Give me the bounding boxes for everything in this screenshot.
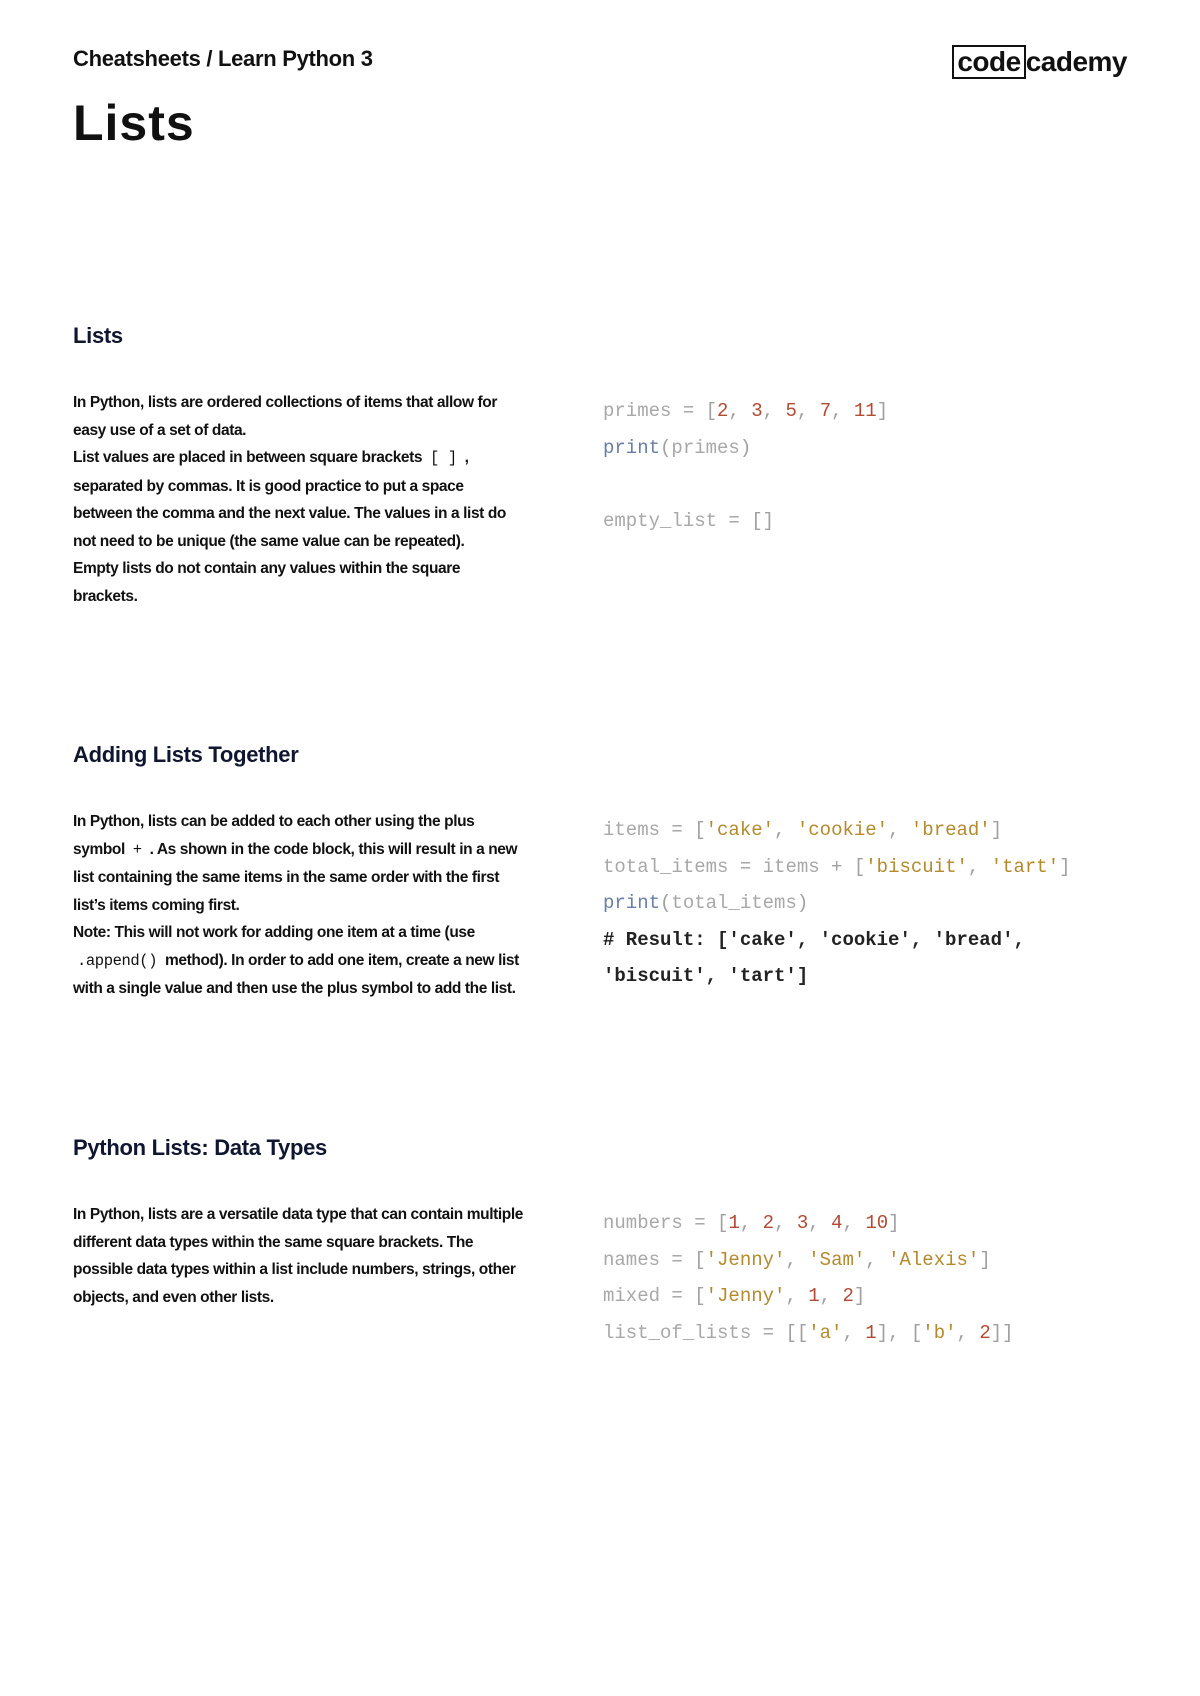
code-line bbox=[603, 1278, 1133, 1315]
code-token: 11 bbox=[853, 400, 877, 422]
code-token: empty_list bbox=[603, 509, 718, 532]
code-line bbox=[603, 466, 1133, 503]
code-token: , bbox=[819, 1285, 843, 1307]
code-token: primes bbox=[671, 436, 740, 459]
section-lists bbox=[73, 323, 1127, 643]
inline-code: [ ] bbox=[430, 449, 457, 467]
section-python-lists-data-types bbox=[73, 1135, 1127, 1375]
code-token: total_items bbox=[603, 855, 729, 878]
code-token: ) bbox=[796, 892, 809, 914]
code-token: = [] bbox=[717, 509, 775, 532]
code-line bbox=[603, 958, 1133, 995]
code-token: , bbox=[956, 1321, 980, 1344]
code-token: 'bread' bbox=[910, 819, 991, 841]
code-token: 5 bbox=[785, 400, 797, 422]
code-line bbox=[603, 1205, 1133, 1242]
code-block bbox=[603, 812, 1133, 995]
code-token: ] bbox=[1059, 855, 1071, 878]
code-token: 'b' bbox=[922, 1321, 957, 1344]
code-token: , bbox=[842, 1321, 866, 1344]
code-token: 2 bbox=[762, 1212, 775, 1234]
code-token: = [ bbox=[671, 400, 718, 422]
description-paragraph: Note: This will not work for adding one item at a time (use .append() method). In order to add one item, create a new list with a single value and then use the plus symbol to add the list. bbox=[73, 924, 519, 997]
section-title: Lists bbox=[73, 323, 123, 348]
code-line bbox=[603, 812, 1133, 849]
code-block bbox=[603, 1205, 1133, 1351]
inline-code: + bbox=[132, 840, 142, 859]
code-token: = [ bbox=[660, 1248, 706, 1271]
code-token: , bbox=[728, 400, 752, 422]
code-token: print bbox=[603, 892, 661, 914]
code-line bbox=[603, 393, 1133, 430]
code-token: = [ bbox=[682, 1212, 729, 1234]
code-token: 2 bbox=[717, 400, 729, 422]
code-token: 1 bbox=[728, 1212, 740, 1234]
code-token: , bbox=[967, 855, 991, 878]
page-title: Lists bbox=[73, 95, 195, 151]
code-token: primes bbox=[603, 400, 672, 422]
code-token: print bbox=[603, 436, 661, 459]
code-line bbox=[603, 430, 1133, 467]
code-token: 7 bbox=[819, 400, 832, 422]
code-token: mixed bbox=[603, 1285, 661, 1307]
code-token: items bbox=[762, 855, 820, 878]
code-token: ( bbox=[660, 892, 672, 914]
code-token: , bbox=[796, 400, 820, 422]
code-token: , bbox=[762, 400, 786, 422]
code-token: , bbox=[842, 1212, 866, 1234]
code-token: 1 bbox=[808, 1285, 820, 1307]
code-token: , bbox=[785, 1248, 809, 1271]
code-token: 4 bbox=[831, 1212, 843, 1234]
code-token: = [ bbox=[660, 1285, 706, 1307]
code-token: ] bbox=[888, 1212, 900, 1234]
logo-code-part: code bbox=[952, 45, 1025, 79]
breadcrumb-learn-python-3[interactable]: Learn Python 3 bbox=[217, 46, 373, 71]
code-token: = [ bbox=[660, 819, 706, 841]
codecademy-logo[interactable] bbox=[952, 45, 1127, 79]
code-token: 'Jenny' bbox=[705, 1285, 786, 1307]
code-token: , bbox=[774, 819, 797, 841]
breadcrumb-cheatsheets[interactable]: Cheatsheets bbox=[73, 46, 201, 71]
code-token: items bbox=[603, 819, 661, 841]
code-token: 2 bbox=[842, 1285, 854, 1307]
code-line bbox=[603, 1242, 1133, 1279]
code-token: , bbox=[831, 400, 854, 422]
code-token: total_items bbox=[671, 892, 797, 914]
code-line bbox=[603, 849, 1133, 886]
code-token: 3 bbox=[796, 1212, 809, 1234]
code-token: names bbox=[603, 1248, 661, 1271]
code-line bbox=[603, 1315, 1133, 1352]
inline-code: .append() bbox=[77, 951, 158, 970]
code-token: 'Alexis' bbox=[888, 1248, 980, 1271]
code-token: ] bbox=[876, 400, 889, 422]
code-token: , bbox=[785, 1285, 809, 1307]
description-paragraph: Empty lists do not contain any values within the square brackets. bbox=[73, 560, 461, 605]
code-line bbox=[603, 503, 1133, 540]
code-token: 'tart' bbox=[990, 855, 1060, 878]
page-header bbox=[73, 46, 1127, 166]
section-title: Adding Lists Together bbox=[73, 742, 299, 767]
code-block bbox=[603, 393, 1133, 539]
description-paragraph: List values are placed in between square brackets [ ] , separated by commas. It is good practice to put a space between the comma and the next value. The values in a list do not need to be unique (the same value can be repeated). bbox=[73, 449, 506, 550]
code-token: ) bbox=[739, 436, 752, 459]
section-description bbox=[73, 1201, 523, 1311]
section-title: Python Lists: Data Types bbox=[73, 1135, 327, 1160]
section-adding-lists-together bbox=[73, 742, 1127, 1042]
code-line bbox=[603, 885, 1133, 922]
code-token: 'Jenny' bbox=[705, 1248, 786, 1271]
code-token: 1 bbox=[865, 1321, 877, 1344]
code-token: = bbox=[728, 855, 763, 878]
code-token: ] bbox=[990, 819, 1003, 841]
code-token: , bbox=[865, 1248, 889, 1271]
code-line bbox=[603, 922, 1133, 959]
code-token: 'a' bbox=[808, 1321, 843, 1344]
code-token: numbers bbox=[603, 1212, 683, 1234]
breadcrumb bbox=[73, 46, 373, 72]
code-token: list_of_lists bbox=[603, 1321, 752, 1344]
code-token: 10 bbox=[865, 1212, 889, 1234]
code-token: ] bbox=[853, 1285, 866, 1307]
code-token: ( bbox=[660, 436, 672, 459]
code-token: 3 bbox=[751, 400, 763, 422]
logo-cademy-part: cademy bbox=[1025, 46, 1127, 77]
section-description bbox=[73, 389, 523, 610]
description-paragraph: In Python, lists can be added to each other using the plus symbol + . As shown in the code block, this will result in a new list containing the same items in the same order with the first list’s items coming first. bbox=[73, 813, 518, 914]
section-description bbox=[73, 808, 523, 1003]
code-token: = [[ bbox=[751, 1321, 809, 1344]
code-token: , bbox=[774, 1212, 797, 1234]
description-paragraph: In Python, lists are a versatile data type that can contain multiple different data types within the same square brackets. The possible data types within a list include numbers, strings, other objects, and even other lists. bbox=[73, 1206, 523, 1306]
code-token: # Result: ['cake', 'cookie', 'bread', bbox=[603, 928, 1025, 951]
code-token: 'cake' bbox=[705, 819, 775, 841]
code-token: ], [ bbox=[876, 1321, 923, 1344]
code-token: ] bbox=[979, 1248, 991, 1271]
code-token: 2 bbox=[979, 1321, 991, 1344]
code-token: + [ bbox=[819, 855, 866, 878]
code-token: , bbox=[739, 1212, 763, 1234]
code-token: 'cookie' bbox=[796, 819, 889, 841]
code-token: 'biscuit' bbox=[865, 855, 968, 878]
code-token: 'Sam' bbox=[808, 1248, 866, 1271]
description-paragraph: In Python, lists are ordered collections of items that allow for easy use of a set of data. bbox=[73, 394, 497, 439]
code-token: , bbox=[888, 819, 911, 841]
code-token: 'biscuit', 'tart'] bbox=[603, 965, 809, 987]
code-token: , bbox=[808, 1212, 832, 1234]
code-token: ]] bbox=[990, 1321, 1014, 1344]
breadcrumb-separator: / bbox=[200, 46, 218, 71]
